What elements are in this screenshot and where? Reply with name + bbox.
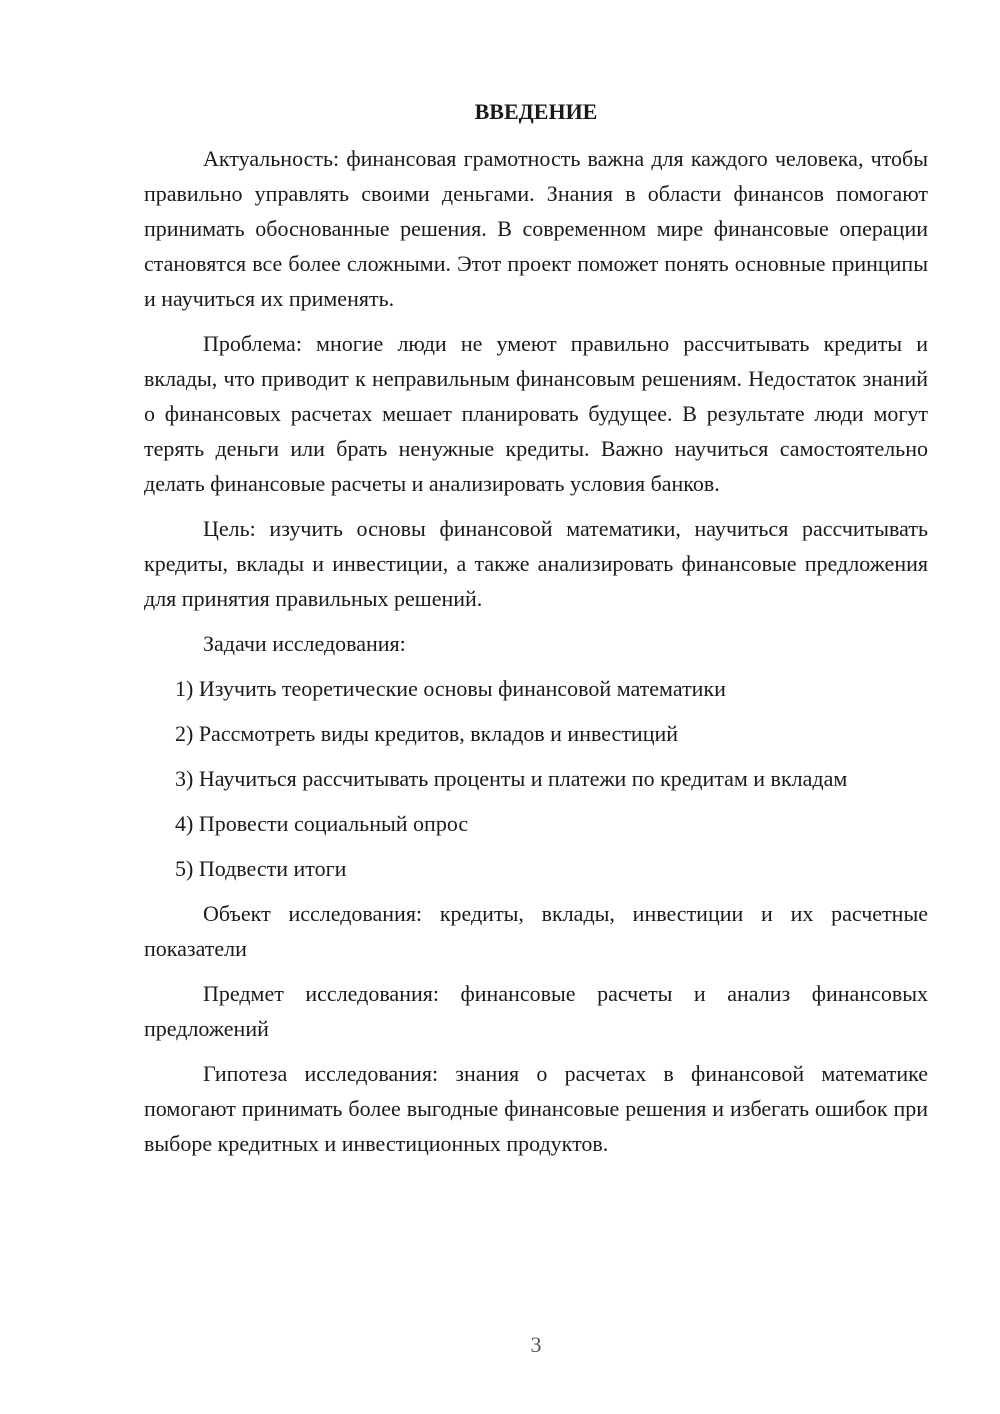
task-item-2: 2) Рассмотреть виды кредитов, вкладов и инвестиций	[175, 721, 679, 746]
section-title: ВВЕДЕНИЕ	[474, 99, 598, 124]
task-item-1: 1) Изучить теоретические основы финансовой математики	[175, 676, 726, 701]
page-content	[144, 94, 928, 1171]
paragraph-hypothesis: Гипотеза исследования: знания о расчетах в финансовой математике помогают принимать более выгодные финансовые решения и избегать ошибок при выборе кредитных и инвестиционных продуктов.	[144, 1061, 928, 1156]
tasks-heading: Задачи исследования:	[203, 631, 406, 656]
paragraph-problem: Проблема: многие люди не умеют правильно рассчитывать кредиты и вклады, что приводит к неправильным финансовым решениям. Недостаток знаний о финансовых расчетах мешает планировать будущее. В результате люди могут терять деньги или брать ненужные кредиты. Важно научиться самостоятельно делать финансовые расчеты и анализировать условия банков.	[144, 331, 928, 496]
paragraph-subject: Предмет исследования: финансовые расчеты и анализ финансовых предложений	[144, 981, 928, 1041]
page-number: 3	[530, 1332, 542, 1357]
task-item-3: 3) Научиться рассчитывать проценты и платежи по кредитам и вкладам	[175, 766, 848, 791]
paragraph-goal: Цель: изучить основы финансовой математики, научиться рассчитывать кредиты, вклады и инвестиции, а также анализировать финансовые предложения для принятия правильных решений.	[144, 516, 928, 611]
paragraph-relevance: Актуальность: финансовая грамотность важна для каждого человека, чтобы правильно управлять своими деньгами. Знания в области финансов помогают принимать обоснованные решения. В современном мире финансовые операции становятся все более сложными. Этот проект поможет понять основные принципы и научиться их применять.	[144, 146, 928, 311]
task-item-4: 4) Провести социальный опрос	[175, 811, 469, 836]
paragraph-object: Объект исследования: кредиты, вклады, инвестиции и их расчетные показатели	[144, 901, 928, 961]
task-item-5: 5) Подвести итоги	[175, 856, 347, 881]
